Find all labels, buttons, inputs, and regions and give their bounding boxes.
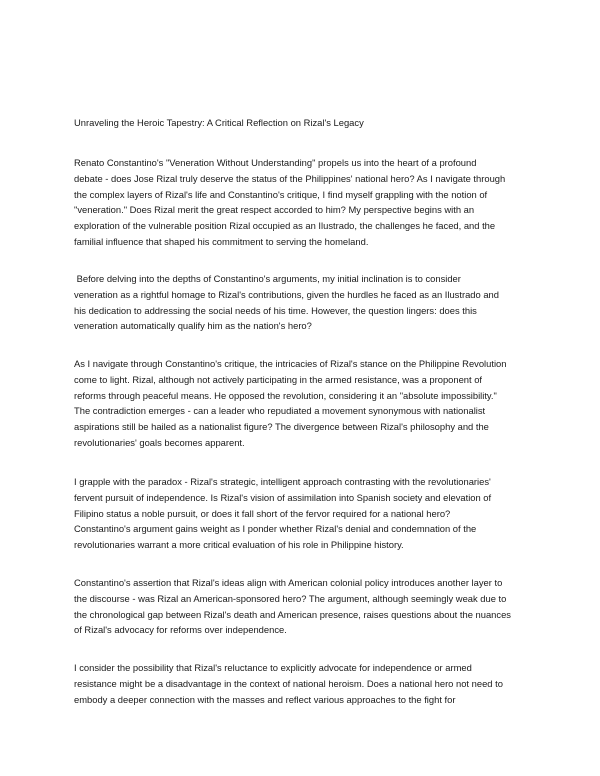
text-line: The contradiction emerges - can a leader who repudiated a movement synonymous with nationalist [74,405,486,417]
text-line: of Rizal's advocacy for reforms over independence. [74,624,287,636]
text-line: I consider the possibility that Rizal's reluctance to explicitly advocate for independence or armed [74,662,472,673]
text-line: familial influence that shaped his commitment to serving the homeland. [74,235,369,247]
text-line: his dedication to addressing the social needs of his time. However, the question lingers: does this [74,304,477,316]
paragraph-6 [74,660,534,707]
text-line: Constantino's argument gains weight as I ponder whether Rizal's denial and condemnation of the [74,523,477,535]
paragraph-1 [74,155,534,250]
paragraph-2 [74,271,534,334]
text-line: I grapple with the paradox - Rizal's strategic, intelligent approach contrasting with the revolutionaries' [74,476,491,487]
text-line: aspirations still be hailed as a nationalist figure? The divergence between Rizal's philosophy and the [74,421,489,433]
text-line: resistance might be a disadvantage in the context of national heroism. Does a national hero not need to [74,677,503,689]
text-line: the chronological gap between Rizal's death and American presence, raises questions about the nuances [74,608,511,620]
text-line: the discourse - was Rizal an American-sponsored hero? The argument, although seemingly weak due to [74,592,507,604]
text-line: come to light. Rizal, although not actively participating in the armed resistance, was a proponent of [74,373,483,385]
text-line: veneration as a rightful homage to Rizal's contributions, given the hurdles he faced as an Ilustrado and [74,288,499,300]
text-line: As I navigate through Constantino's critique, the intricacies of Rizal's stance on the Philippine Revolution [74,358,507,369]
text-line: Constantino's assertion that Rizal's ideas align with American colonial policy introduces another layer to [74,577,503,588]
paragraph-4 [74,474,534,553]
text-line: fervent pursuit of independence. Is Rizal's vision of assimilation into Spanish society and elevation of [74,491,492,503]
text-line: revolutionaries' goals becomes apparent. [74,436,245,448]
document-title: Unraveling the Heroic Tapestry: A Critical Reflection on Rizal's Legacy [74,117,364,128]
text-line: exploration of the vulnerable position Rizal occupied as an Ilustrado, the challenges he faced, and the [74,220,496,232]
text-line: the complex layers of Rizal's life and Constantino's critique, I find myself grappling with the notion of [74,188,488,200]
text-line: Before delving into the depths of Constantino's arguments, my initial inclination is to consider [74,273,461,284]
text-line: debate - does Jose Rizal truly deserve the status of the Philippines' national hero? As I navigate through [74,172,506,184]
text-line: "veneration." Does Rizal merit the great respect accorded to him? My perspective begins with an [74,204,475,216]
paragraph-5 [74,575,534,638]
text-line: revolutionaries warrant a more critical evaluation of his role in Philippine history. [74,539,404,551]
text-line: embody a deeper connection with the masses and reflect various approaches to the fight for [74,693,456,705]
text-line: Renato Constantino's "Veneration Without Understanding" propels us into the heart of a profound [74,157,477,168]
text-line: Filipino status a noble pursuit, or does it fall short of the fervor required for a national hero? [74,507,451,519]
text-line: veneration automatically qualify him as the nation's hero? [74,320,312,332]
text-line: reforms through peaceful means. He opposed the revolution, considering it an "absolute impossibility." [74,389,497,401]
paragraph-3 [74,356,534,451]
